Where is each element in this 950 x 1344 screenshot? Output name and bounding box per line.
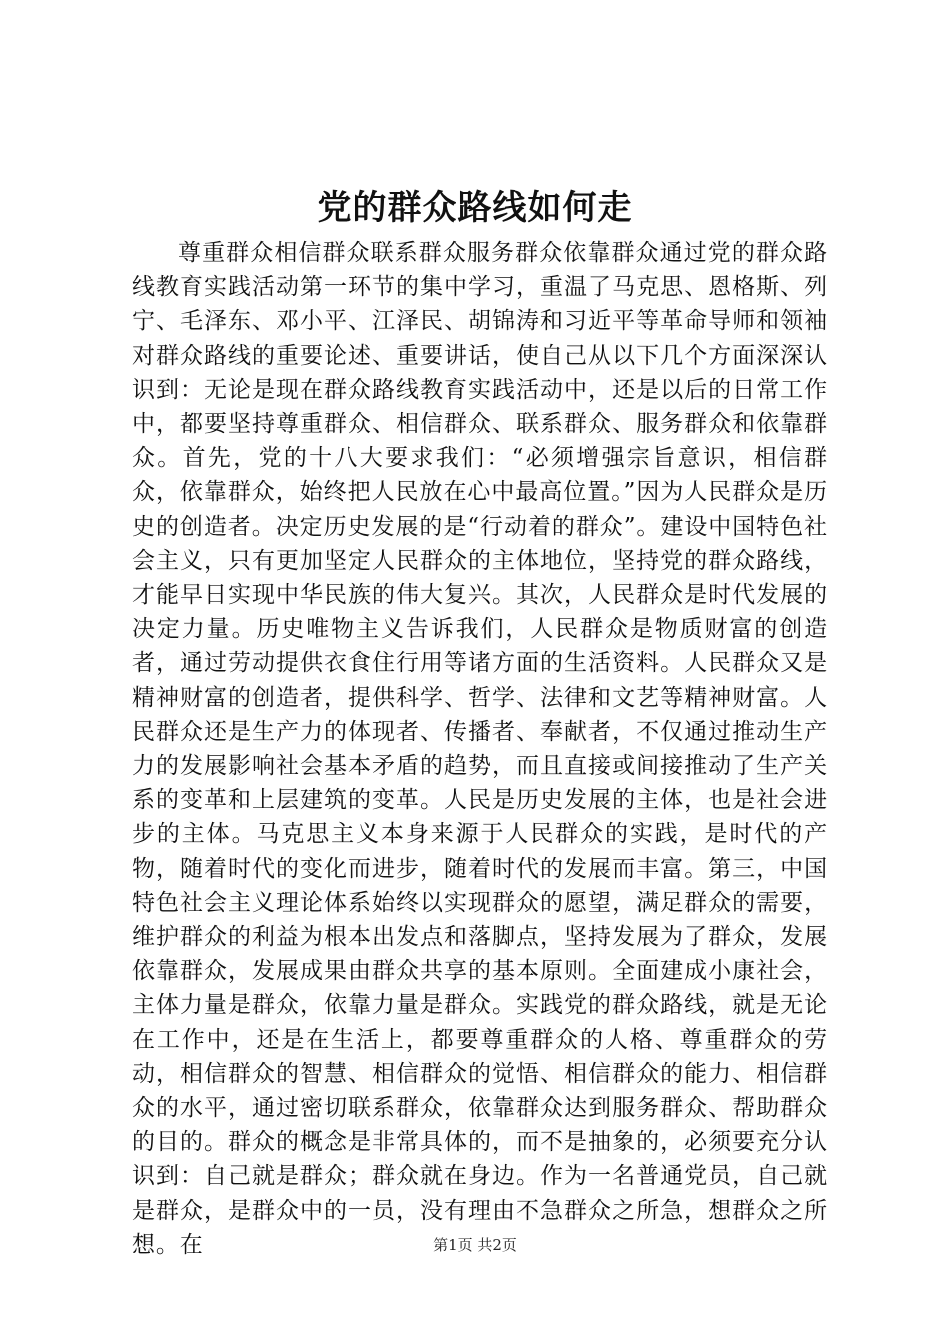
document-title: 党的群众路线如何走 [317, 188, 633, 228]
page-number-footer: 第1页 共2页 [433, 1236, 517, 1254]
document-body-paragraph: 尊重群众相信群众联系群众服务群众依靠群众通过党的群众路线教育实践活动第一环节的集中学习，重温了马克思、恩格斯、列宁、毛泽东、邓小平、江泽民、胡锦涛和习近平等革命导师和领袖对群众路线的重要论述、重要讲话，使自己从以下几个方面深深认识到：无论是现在群众路线教育实践活动中，还是以后的日常工作中，都要坚持尊重群众、相信群众、联系群众、服务群众和依靠群众。首先，党的十八大要求我们：“必须增强宗旨意识，相信群众，依靠群众，始终把人民放在心中最高位置。”因为人民群众是历史的创造者。决定历史发展的是“行动着的群众”。建设中国特色社会主义，只有更加坚定人民群众的主体地位，坚持党的群众路线，才能早日实现中华民族的伟大复兴。其次，人民群众是时代发展的决定力量。历史唯物主义告诉我们，人民群众是物质财富的创造者，通过劳动提供衣食住行用等诸方面的生活资料。人民群众又是精神财富的创造者，提供科学、哲学、法律和文艺等精神财富。人民群众还是生产力的体现者、传播者、奉献者，不仅通过推动生产力的发展影响社会基本矛盾的趋势，而且直接或间接推动了生产关系的变革和上层建筑的变革。人民是历史发展的主体，也是社会进步的主体。马克思主义本身来源于人民群众的实践，是时代的产物，随着时代的变化而进步，随着时代的发展而丰富。第三，中国特色社会主义理论体系始终以实现群众的愿望，满足群众的需要，维护群众的利益为根本出发点和落脚点，坚持发展为了群众，发展依靠群众，发展成果由群众共享的基本原则。全面建成小康社会，主体力量是群众，依靠力量是群众。实践党的群众路线，就是无论在工作中，还是在生活上，都要尊重群众的人格、尊重群众的劳动，相信群众的智慧、相信群众的觉悟、相信群众的能力、相信群众的水平，通过密切联系群众，依靠群众达到服务群众、帮助群众的目的。群众的概念是非常具体的，而不是抽象的，必须要充分认识到：自己就是群众；群众就在身边。作为一名普通党员，自己就是群众，是群众中的一员，没有理由不急群众之所急，想群众之所想。在 [132, 240, 828, 1258]
